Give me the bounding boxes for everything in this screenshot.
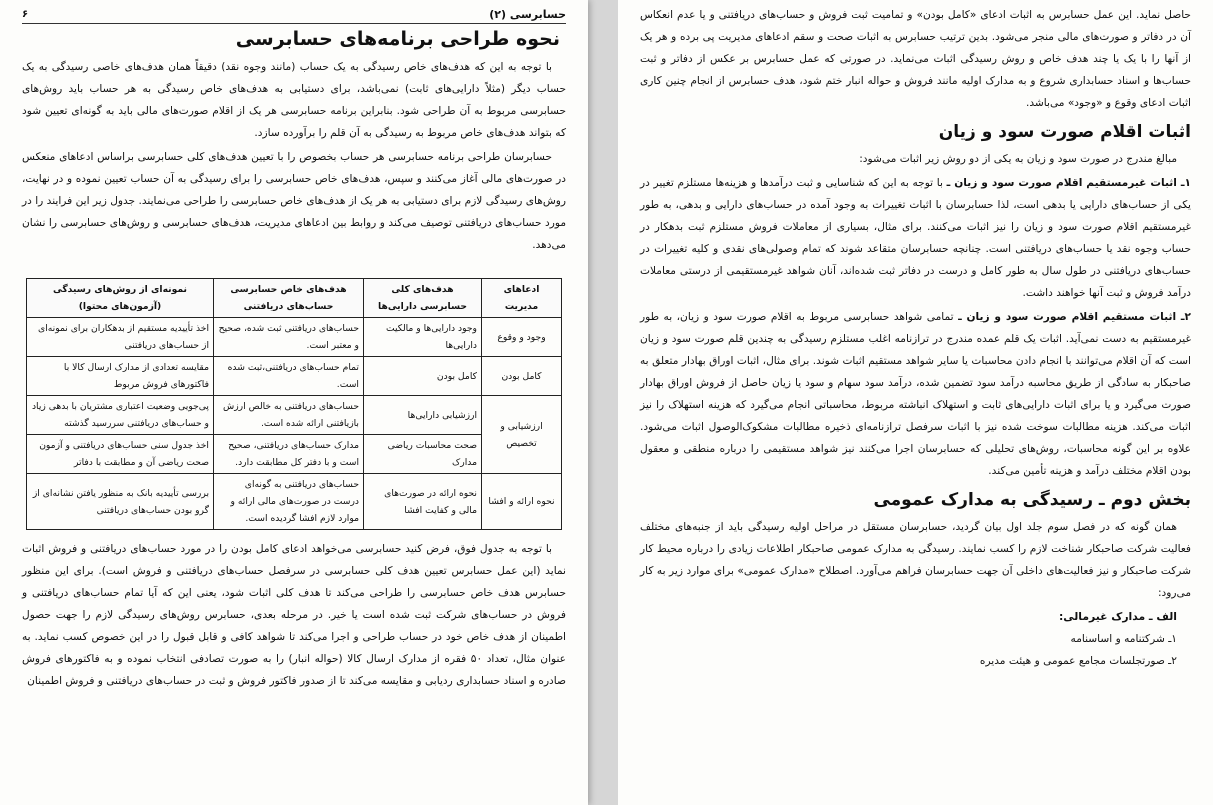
table-row [27, 474, 562, 530]
table-row [27, 357, 562, 396]
table-header-row [27, 279, 562, 318]
table-cell: حساب‌های دریافتنی به خالص ارزش بازیافتنی ارائه شده است. [214, 396, 364, 435]
right-page [618, 0, 1213, 805]
table-cell: حساب‌های دریافتنی به گونه‌ای درست در صورت‌های مالی ارائه و موارد لازم افشا گردیده است. [214, 474, 364, 530]
paragraph: با توجه به این که هدف‌های خاص رسیدگی به یک حساب (مانند وجوه نقد) دقیقاً همان هدف‌های خاصی رسیدگی به یک حساب دیگر (مثلاً دارایی‌های ثابت) نمی‌باشد، برای دستیابی به هدف‌های خاص رسیدگی به هر حساب باید روش‌های حسابرسی مربوط به آن طراحی شود. بنابراین برنامه حسابرسی هر یک از اقلام صورت‌های مالی باید به گونه‌ای تعیین شود که بتواند هدف‌های خاص مربوط به رسیدگی به آن قلم را برآورده سازد. [22, 61, 566, 139]
paragraph: حاصل نماید. این عمل حسابرس به اثبات ادعای «کامل بودن» و تمامیت ثبت فروش و حساب‌های دریافتنی و یا عدم انعکاس آن در دفاتر و صورت‌های مالی منجر می‌شود. بدین ترتیب حسابرس به اثبات صحت و سقم ادعاهای مدیریت پی برده و هر یک از آنها را با یک یا چند هدف خاص و روش رسیدگی اثبات می‌نماید. در صورتی که عمل حسابرس بر عکس از دفاتر و ثبت حساب‌ها و اسناد حسابداری شروع و به مدارک اولیه مانند فروش و حواله انبار ختم شود، هدف حسابرس از انجام چنین کاری اثبات ادعای وقوع و «وجود» می‌باشد. [640, 9, 1191, 109]
section-title-general-records: بخش دوم ـ رسیدگی به مدارک عمومی [873, 490, 1191, 510]
paragraph: حسابرسان طراحی برنامه حسابرسی هر حساب بخصوص را با تعیین هدف‌های کلی حسابرسی براساس ادعاهای منعکس در صورت‌های مالی آغاز می‌کنند و سپس، هدف‌های خاص حسابرسی را برای رسیدگی به آن حساب تعیین نموده و در نهایت، روش‌های رسیدگی لازم برای دستیابی به هر یک از هدف‌های خاص حسابرسی را طراحی می‌نمایند. جدول زیر این فرایند را در مورد حساب‌های دریافتنی توصیف می‌کند و روابط بین ادعاهای مدیریت، هدف‌های حسابرسی و روش‌های حسابرسی را نشان می‌دهد. [22, 151, 566, 251]
subheading: الف ـ مدارک غیرمالی: [1058, 610, 1177, 623]
section-title-income-statement: اثبات اقلام صورت سود و زیان [938, 122, 1191, 142]
running-head [22, 8, 566, 24]
table-header-cell: ادعاهای مدیریت [482, 279, 562, 318]
table-row [27, 396, 562, 435]
table-cell: کامل بودن [364, 357, 482, 396]
table-cell: ارزشیابی دارایی‌ها [364, 396, 482, 435]
table-cell: بررسی تأییدیه بانک به منظور یافتن نشانه‌ای از گرو بودن حساب‌های دریافتنی [27, 474, 214, 530]
table-cell: اخذ جدول سنی حساب‌های دریافتنی و آزمون صحت ریاضی آن و مطابقت با دفاتر [27, 435, 214, 474]
audit-objectives-table [26, 278, 562, 530]
section-title-audit-program-design: نحوه طراحی برنامه‌های حسابرسی [235, 28, 560, 50]
numbered-item-text: با توجه به این که شناسایی و ثبت درآمدها و هزینه‌ها مستلزم تغییر در یکی از حساب‌های دارایی یا بدهی است، لذا حسابرسان با اثبات تغییرات به وجود آمده در حساب‌های دارایی و بدهی، به طور غیرمستقیم اقلام صورت سود و زیان را نیز اثبات می‌کنند. برای مثال، بسیاری از معاملات فروش مستلزم ثبت بدهکار در حساب وجوه نقد یا حساب‌های دریافتنی است. چنانچه حسابرسان متقاعد شوند که تمام وصولی‌های نقدی و کلیه تغییرات در حساب‌های دریافتنی در طول سال به طور کامل و درست در دفاتر ثبت شده‌اند، آنان شواهد غیرمستقیمی از درستی معاملات درآمد فروش و ثبت آنها خواهند داشت. [640, 177, 1191, 299]
list-item: ۱ـ شرکتنامه و اساسنامه [1070, 633, 1177, 645]
table-cell: وجود دارایی‌ها و مالکیت دارایی‌ها [364, 318, 482, 357]
running-head-title: حسابرسی (۲) [489, 8, 566, 21]
left-page [0, 0, 588, 805]
numbered-item [640, 306, 1191, 482]
numbered-item-label: ۲ـ اثبات مستقیم اقلام صورت سود و زیان ـ [958, 311, 1191, 323]
table-cell: اخذ تأییدیه مستقیم از بدهکاران برای نمونه‌ای از حساب‌های دریافتنی [27, 318, 214, 357]
table-cell: حساب‌های دریافتنی ثبت شده، صحیح و معتبر است. [214, 318, 364, 357]
table-cell: کامل بودن [482, 357, 562, 396]
table-cell: پی‌جویی وضعیت اعتباری مشتریان با بدهی زیاد و حساب‌های دریافتنی سررسید گذشته [27, 396, 214, 435]
table-cell: نحوه ارائه و افشا [482, 474, 562, 530]
table-cell: ارزشیابی و تخصیص [482, 396, 562, 474]
table-cell: تمام حساب‌های دریافتنی،ثبت شده است. [214, 357, 364, 396]
table-cell: نحوه ارائه در صورت‌های مالی و کفایت افشا [364, 474, 482, 530]
paragraph: همان گونه که در فصل سوم جلد اول بیان گردید، حسابرسان مستقل در مراحل اولیه رسیدگی باید از جنبه‌های مختلف فعالیت شرکت صاحبکار شناخت لازم را کسب نمایند. رسیدگی به مدارک عمومی صاحبکار اطلاعات زیادی را درباره محیط کار شرکت صاحبکار و نیز فعالیت‌های داخلی آن جهت حسابرسان فراهم می‌آورد. اصطلاح «مدارک عمومی» برای موارد زیر به کار می‌رود: [640, 521, 1191, 599]
numbered-item [640, 172, 1191, 304]
table-row [27, 435, 562, 474]
table-header-cell: نمونه‌ای از روش‌های رسیدگی (آزمون‌های محتوا) [27, 279, 214, 318]
table-header-cell: هدف‌های خاص حسابرسی حساب‌های دریافتنی [214, 279, 364, 318]
numbered-item-label: ۱ـ اثبات غیرمستقیم اقلام صورت سود و زیان ـ [946, 177, 1191, 189]
table-cell: مدارک حساب‌های دریافتنی، صحیح است و با دفتر کل مطابقت دارد. [214, 435, 364, 474]
table-header-cell: هدف‌های کلی حسابرسی دارایی‌ها [364, 279, 482, 318]
numbered-item-text: تمامی شواهد حسابرسی مربوط به اقلام صورت سود و زیان، به طور غیرمستقیم به دست نمی‌آید. اثبات یک قلم عمده مندرج در ترازنامه اغلب مستلزم رسیدگی به چندین قلم صورت سود و زیان است که آن اقلام می‌توانند با انجام دادن محاسبات یا سایر شواهد مستقیم اثبات شوند. برای مثال، اثبات اوراق بهادار متعلق به صاحبکار به سادگی از طریق محاسبه درآمد سود تضمین شده، درآمد سود سهام و سود یا زیان حاصل از فروش اوراق بهادار صورت می‌گیرد و یا برای اثبات دارایی‌های ثابت و استهلاک انباشته مربوط، محاسباتی انجام می‌گیرد که هزینه استهلاک را نیز اثبات می‌کند. هزینه مطالبات سوخت شده نیز با اثبات سرفصل ترازنامه‌ای ذخیره مطالبات مشکوک‌الوصول اثبات می‌شود. علاوه بر این گونه محاسبات، روش‌های تحلیلی که حسابرسان اجرا می‌کنند نیز شواهد مستقیمی را درباره منطقی و معقول بودن اقلام مختلف درآمد و هزینه تأمین می‌کند. [640, 311, 1191, 477]
list-item: ۲ـ صورتجلسات مجامع عمومی و هیئت مدیره [979, 655, 1177, 667]
paragraph: مبالغ مندرج در صورت سود و زیان به یکی از دو روش زیر اثبات می‌شود: [859, 153, 1177, 165]
table-cell: مقایسه تعدادی از مدارک ارسال کالا با فاکتورهای فروش مربوط [27, 357, 214, 396]
page-number: ۶ [22, 9, 29, 20]
table-cell: وجود و وقوع [482, 318, 562, 357]
table-cell: صحت محاسبات ریاضی مدارک [364, 435, 482, 474]
paragraph: با توجه به جدول فوق، فرض کنید حسابرسی می‌خواهد ادعای کامل بودن را در مورد حساب‌های دریافتنی و فروش اثبات نماید (این عمل حسابرس تعیین هدف کلی حسابرسی در سرفصل حساب‌های دریافتنی و فروش است). برای این منظور حسابرس هدف خاص حسابرسی را طراحی می‌کند تا هدف کلی اثبات شود، یعنی این که آیا تمام حساب‌های دریافتنی و فروش در حساب‌های شرکت ثبت شده است یا خیر. در مرحله بعدی، حسابرس روش‌های رسیدگی لازم را جهت حصول اطمینان از هدف خاص خود در حساب طراحی و اجرا می‌کند تا شواهد کافی و قابل قبول را در این خصوص کسب نماید. به عنوان مثال، تعداد ۵۰ فقره از مدارک ارسال کالا (حواله انبار) را به صورت تصادفی انتخاب نموده و به فاکتورهای فروش صادره و اسناد حسابداری ردیابی و مقایسه می‌کند تا از صدور فاکتور فروش و ثبت در حساب‌های دریافتنی و فروش اطمینان [22, 543, 567, 687]
table-row [27, 318, 562, 357]
